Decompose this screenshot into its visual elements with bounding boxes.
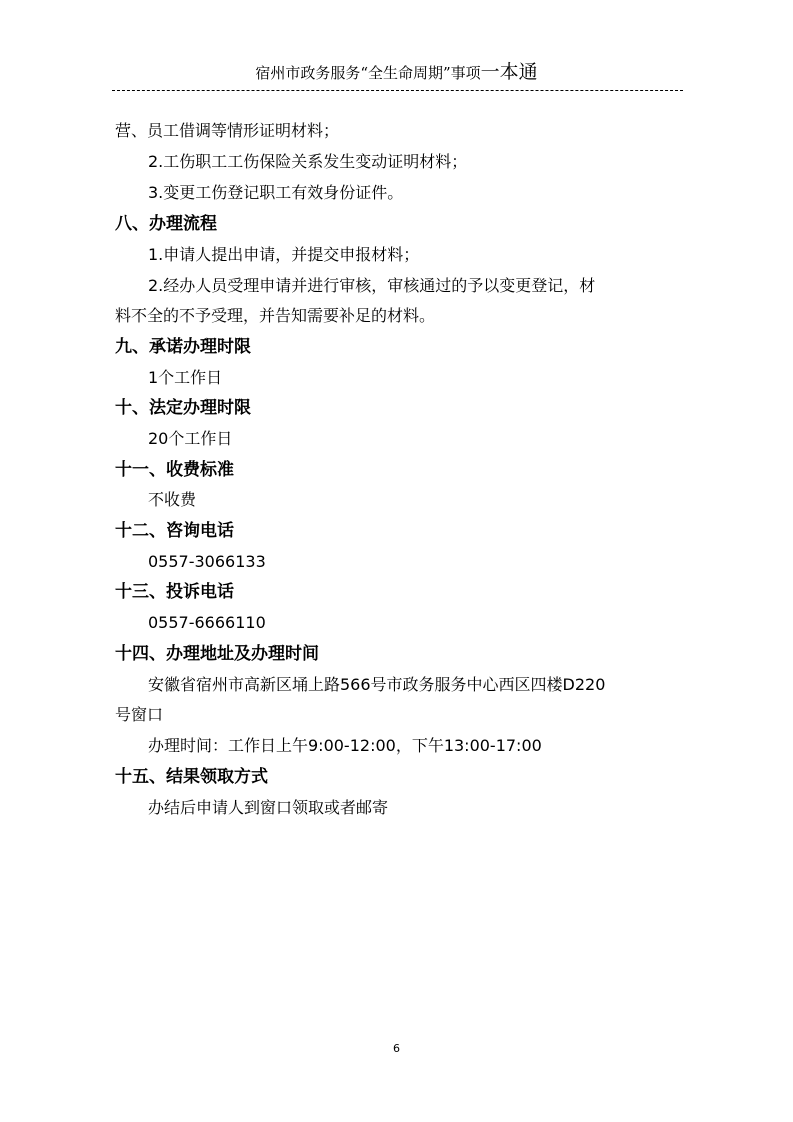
- list-item: 1.申请人提出申请，并提交申报材料；: [148, 245, 420, 264]
- address-text: 安徽省宿州市高新区埇上路566号市政务服务中心西区四楼D220: [148, 675, 606, 694]
- section-value: 20个工作日: [148, 429, 233, 448]
- header-divider: [112, 90, 683, 91]
- list-item: 2.工伤职工工伤保险关系发生变动证明材料；: [148, 152, 468, 171]
- section-value: 1个工作日: [148, 368, 223, 387]
- consult-phone: 0557-3066133: [148, 552, 266, 571]
- list-item: 3.变更工伤登记职工有效身份证件。: [148, 183, 404, 202]
- section-value: 不收费: [148, 490, 197, 509]
- header-title-suffix: 一本通: [480, 61, 538, 83]
- section-heading: 十五、结果领取方式: [115, 767, 268, 787]
- section-heading: 十四、办理地址及办理时间: [115, 644, 319, 664]
- section-heading: 十一、收费标准: [115, 460, 234, 480]
- complaint-phone: 0557-6666110: [148, 613, 266, 632]
- office-hours: 办理时间：工作日上午9:00-12:00，下午13:00-17:00: [148, 736, 542, 755]
- body-text-line: 营、员工借调等情形证明材料；: [115, 121, 340, 140]
- section-heading: 十三、投诉电话: [115, 582, 234, 602]
- section-value: 办结后申请人到窗口领取或者邮寄: [148, 798, 389, 817]
- list-item: 2.经办人员受理申请并进行审核，审核通过的予以变更登记，材: [148, 276, 596, 295]
- section-heading: 九、承诺办理时限: [115, 337, 251, 357]
- page-number: 6: [393, 1042, 400, 1055]
- running-header: [0, 62, 793, 83]
- body-text-line: 料不全的不予受理，并告知需要补足的材料。: [115, 306, 436, 325]
- address-text: 号窗口: [115, 705, 164, 724]
- section-heading: 十二、咨询电话: [115, 521, 234, 541]
- header-title: 宿州市政务服务“全生命周期”事项: [255, 64, 481, 82]
- section-heading: 八、办理流程: [115, 214, 217, 234]
- section-heading: 十、法定办理时限: [115, 398, 251, 418]
